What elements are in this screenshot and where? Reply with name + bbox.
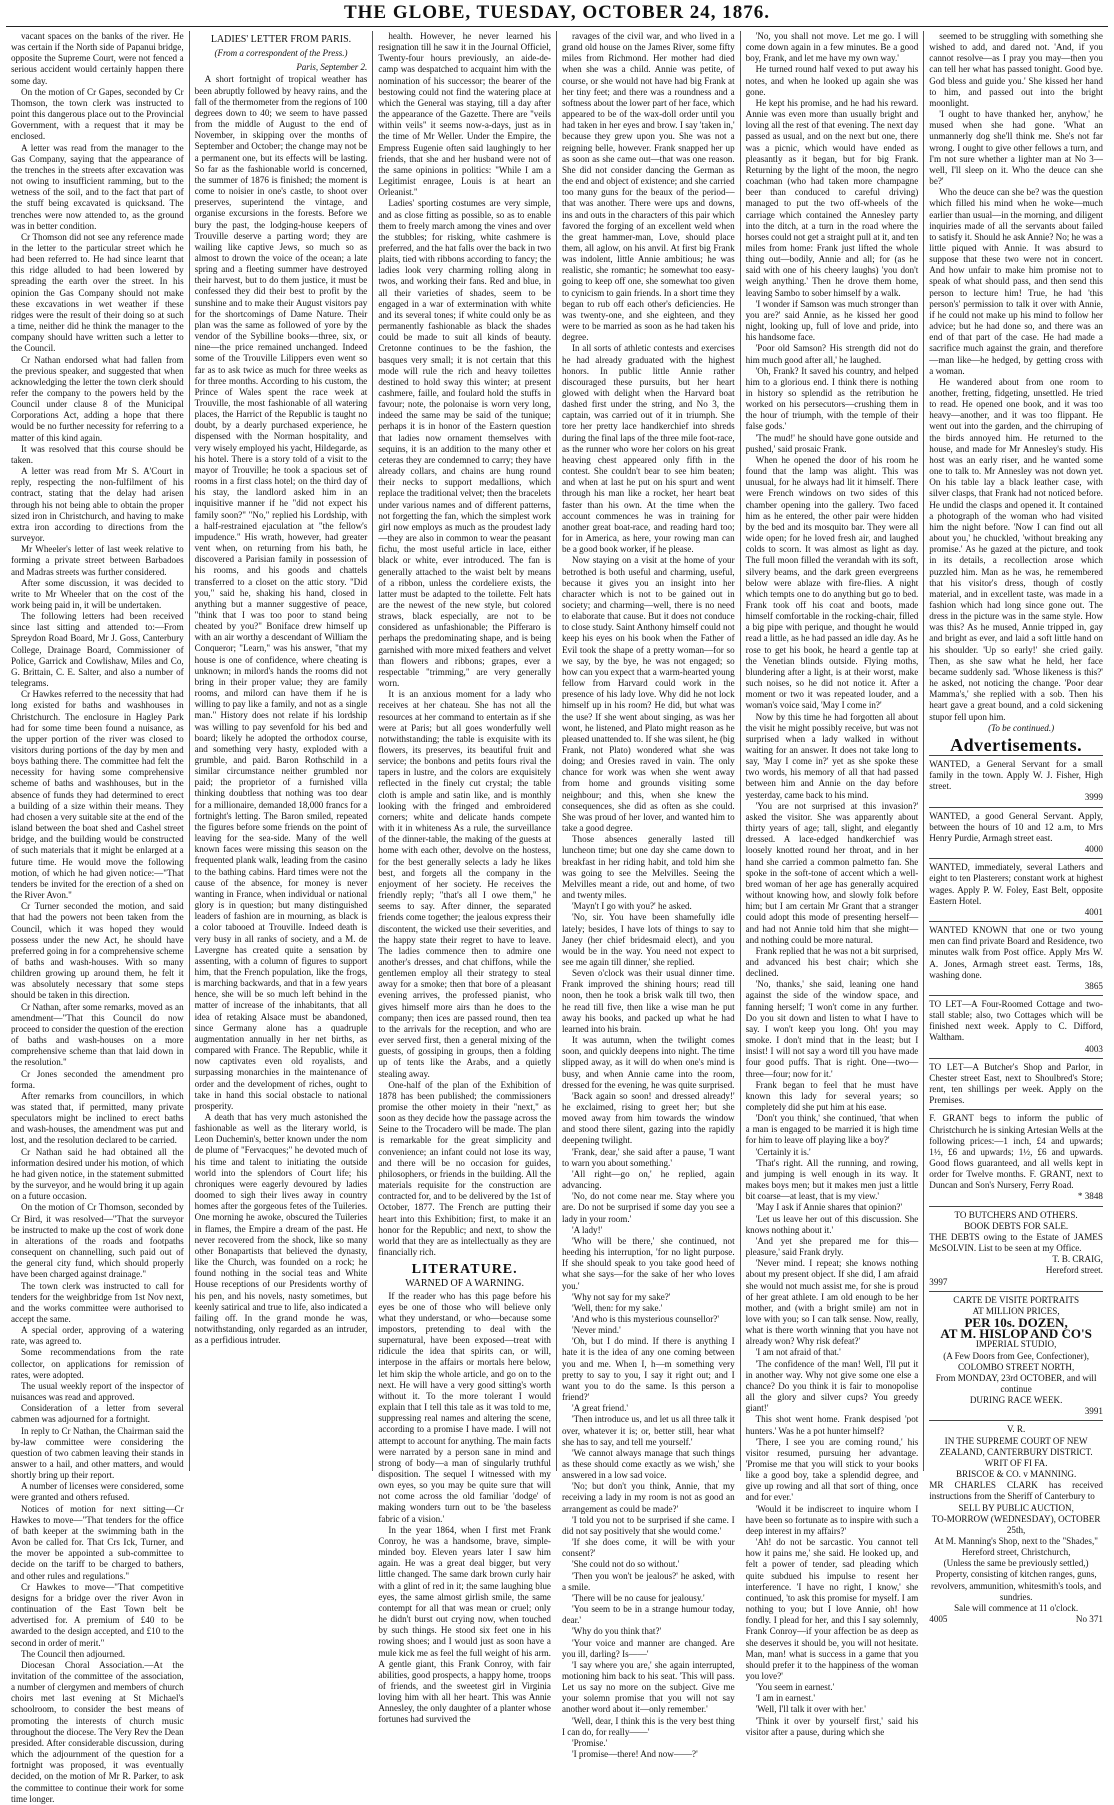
story-paragraph: 'No, sir. You have been shamefully idle lately; besides, I have lots of things to say to Janey (her chief bridesmaid elect), and you would be in the way. You need not expect to see me again till dinner,' she replied. xyxy=(561,912,735,967)
ladies-letter-paragraph: health. However, he never learned his resignation till he saw it in the Journal Officiel, Twenty-four hours previously, an aide-de-camp was despatched to acquaint him with the nomination of his successor; the bearer of the bestowing could not find the watering place at which the General was staying, till a day after the appearance of the Gazette. There are "veils within veils" it seems now-a-days, just as in the time of Mr Weller. Under the Empire, the Empress Eugenie often said laughingly to her friends, that she and her husband were not of the same opinions in politics: "While I am a Legitimist enragee, Louis is at heart an Orleanist." xyxy=(378,31,551,198)
ad-line: PER 10s. DOZEN, xyxy=(964,1315,1068,1331)
story-paragraph: 'May I ask if Annie shares that opinion?' xyxy=(755,1202,903,1213)
classified-ad xyxy=(929,1058,1103,1110)
story-paragraph: In the year 1864, when I first met Frank Conroy, he was a handsome, brave, simple-minded boy. Eleven years later I saw him again. He was a great deal bigger, but very little changed. The same dark brown curly hair with a glint of red in it; the same laughing blue eyes, the same almost girlish smile, the same contempt for all that was mean or cruel; only he didn't burst out crying now, when touched by such things. He stood six feet one in his rowing shoes; and I would just as soon have a mule kick me as feel the full weight of his arm. A gentle giant, this Frank Conroy, with fair abilities, good prospects, a happy home, troops of friends, and the sweetest girl in Virginia loving him with all her heart. This was Annie Annesley, the only daughter of a planter whose fortunes had survived the xyxy=(378,1524,551,1725)
article-paragraph: The following letters had been received since last sitting and attended to:—From Spreydon Road Board, Mr J. Goss, Canterbury College, Drainage Board, Commissioner of Police, Garrick and Cowlishaw, Miles and Co, G. Brittain, C. E. Salter, and also a number of telegrams. xyxy=(11,611,184,689)
story-paragraph: 'Don't you think,' she continued, 'that when a man is engaged to be married it is high time for him to leave off playing like a boy?' xyxy=(745,1113,919,1146)
story-paragraph: 'Why do you think that?' xyxy=(571,1626,662,1637)
ladies-letter-paragraph: It is an anxious moment for a lady who receives at her chateau. She has not all the resources at her command to entertain as if she were at Paris; but all goes wonderfully well notwithstanding; the table is exquisite with its flowers, its preserves, its beautiful fruit and service; the bonbons and petits fours rival the tapers in lustre, and the colors are exquisitely reflected in the finely cut crystal; the table cloth is ample and satin like, and is monthly looking with the fringed and embroidered corners; white and delicate hands compete with it in whiteness As a rule, the surveillance of the dinner-table, the making of the guests at home with each other, devolve on the hostess, for the best generally selects a lady he likes best, and forgets all the company in the enjoyment of her society. He receives the friendly reply; "that's all I owe them," he seems to say. After dinner, the separated friends come together; the jealous express their discontent, the wicked use their severities, and the happy state their regret to have to leave. The ladies commence then to admire one another's dresses, and chat chiffons, while the gentlemen employ all their strategy to steal away for a smoke; then that bore of a pleasant evening arrives, the professed pianist, who gives himself more airs than he does to the company; then ices are passed round, then tea to the arrivals for the reception, and who are ever served first, then a general mixing of the guests, of gossiping in groups, then a folding up of tents like the Arabs, and a quietly stealing away. xyxy=(378,689,551,1079)
story-paragraph: When he opened the door of his room he found that the lamp was alight. This was unusual, for he always had lit it himself. There were French windows on two sides of this chamber opening into the gallery. Two faced him as he entered, the other pair were hidden by the bed and its mosquito bar. They were all wide open; for he loved fresh air, and laughed colds to scorn. It was almost as light as day. The full moon filled the verandah with its soft, silvery beams, and the dark green evergreens below were ablaze with fire-flies. A night which tempts one to do anything but go to bed. Frank took off his coat and boots, made himself comfortable in the rocking-chair, filled a big pipe with perique, and thought he would read a little, as he had passed an idle day. As he rose to get his book, he heard a gentle tap at the Venetian blinds outside. Flying moths, blundering after a light, is at their worst, make such noises, so he did not notice it. After a moment or two it was repeated louder, and a woman's voice said, 'May I come in?' xyxy=(745,454,919,711)
story-paragraph: 'Would it be indiscreet to inquire whom I have been so fortunate as to inspire with such a deep interest in my affairs?' xyxy=(745,1503,919,1536)
story-paragraph: If the reader who has this page before his eyes be one of those who will believe only what they understand, or who—because some impostors, pretending to deal with the supernatural, have been exposed—treat with ridicule the idea that spirits can, or will, interpose in the affairs or mortals here below, let him skip the whole article, and go on to the next. He will have a very good sitting's worth without it. To the more tolerant I would explain that I tell this tale as it was told to me, suppressing real names and altering the scene, according to a promise I have made. I will not attempt to account for anything. The main facts were narrated by a person sane in mind and strong of body—a man of singularly truthful disposition. The sequel I witnessed with my own eyes, so you may be quite sure that will not come across the old familiar 'dodge' of making wonders turn out to be 'the baseless fabric of a vision.' xyxy=(378,1290,551,1524)
story-paragraph: 'Ah! do not be sarcastic. You cannot tell how it pains me,' she said. He looked up, and felt a power of tender, sad pleading which quite subdued his impulse to resent her interference. 'I have no right, I know,' she continued, 'to ask this promise for myself. I am nothing to you; but I love Annie, oh! how fondly. I plead for her, and this I say solemnly, Frank Conroy—if your affection be as deep as she deserves it should be, you will not hesitate. Man, man! what is success in a game that you should prefer it to the happiness of the woman you love?' xyxy=(745,1537,919,1681)
column-6 xyxy=(924,31,1108,1625)
ad-number: 3991 xyxy=(1084,1406,1103,1417)
royal-arms-line: V. R. xyxy=(1006,1424,1026,1435)
ad-body: F. GRANT begs to inform the public of Christchurch he is sinking Artesian Wells at the following prices:—1 inch, £4 and upwards; 1½, £6 and upwards; 1½, £6 and upwards. Good flows guaranteed, and all wells kept in order for Twelve months. F. GRANT, next to Duncan and Son's Nursery, Ferry Road. xyxy=(929,1113,1103,1191)
ad-body: WANTED, a General Servant for a small family in the town. Apply W. J. Fisher, High street. xyxy=(929,759,1103,792)
columns xyxy=(6,31,1108,1804)
story-paragraph: 'I promise—there! And now——?' xyxy=(571,1749,698,1760)
ad-supreme-court xyxy=(929,1420,1103,1628)
article-paragraph: On the motion of Cr Thomson, seconded by Cr Bird, it was resolved—"That the surveyor be instructed to make up the cost of work done in alterations of the roads and footpaths consequent on channelling, such paid out of the general city fund, which should properly have been charged against drainage." xyxy=(11,1202,184,1280)
article-paragraph: Consideration of a letter from several cabmen was adjourned for a fortnight. xyxy=(11,1403,184,1425)
ad-line: At M. Manning's Shop, next to the "Shades," Hereford street, Christchurch, xyxy=(934,1536,1098,1558)
ad-line: WRIT OF FI FA. xyxy=(984,1457,1048,1468)
classified-ad xyxy=(929,755,1103,807)
story-paragraph: Those absences generally lasted till luncheon time; but one day she came down to breakfast in her riding habit, and told him she was going to see the Melvilles. Seeing the Melvilles meant a ride, out and home, of two and twenty miles. xyxy=(561,834,735,901)
story-paragraph: 'I am not afraid of that.' xyxy=(755,1347,841,1358)
story-paragraph: 'Mayn't I go with you?' he asked. xyxy=(571,901,692,912)
ad-line: IN THE SUPREME COURT OF NEW ZEALAND, CANTERBURY DISTRICT. xyxy=(939,1435,1093,1457)
ad-number: 3997 xyxy=(929,1276,948,1287)
ad-line: AT MILLION PRICES, xyxy=(972,1305,1060,1316)
article-paragraph: A special order, approving of a watering rate, was agreed to. xyxy=(11,1325,184,1347)
ad-body: MR CHARLES CLARK has received instructions from the Sheriff of Canterbury to xyxy=(929,1480,1103,1502)
article-paragraph: Cr Nathan, after some remarks, moved as an amendment—"That this Council do now proceed to consider the question of the erection of baths and wash-houses on a more comprehensive scheme than that laid down in the resolution." xyxy=(11,1001,184,1068)
classified-ad xyxy=(929,995,1103,1058)
ad-line: TO BUTCHERS AND OTHERS. xyxy=(954,1209,1078,1220)
article-paragraph: Cr Turner seconded the motion, and said that had the powers not been taken from the Council, which it was hoped they would possess under the new Act, he should have preferred going in for a comprehensive scheme of baths and wash-houses. With so many children growing up around them, he felt it was absolutely necessary that some steps should be taken in this direction. xyxy=(11,901,184,1001)
story-paragraph: 'There, I see you are coming round,' his visitor resumed, pursuing her advantage. 'Promise me that you will stick to your books like a good boy, take a splendid degree, and give up rowing and all that sort of thing, once and for ever.' xyxy=(745,1436,919,1503)
ad-body: TO LET—A Four-Roomed Cottage and two-stall stable; also, two Cottages which will be finished next week. Apply to C. Difford, Waltham. xyxy=(929,998,1103,1043)
ad-body: WANTED, a good General Servant. Apply, between the hours of 10 and 12 a.m, to Mrs Henry Purdie, Armagh street east. xyxy=(929,810,1103,843)
story-paragraph: 'Think it over by yourself first,' said his visitor after a pause, during which she xyxy=(745,1715,919,1737)
story-paragraph: 'We cannot always manage that such things as these should come exactly as we wish,' she answered in a low sad voice. xyxy=(561,1447,735,1481)
ad-hislop xyxy=(929,1291,1103,1421)
ad-body: THE DEBTS owing to the Estate of JAMES McSOLVIN. List to be seen at my Office. xyxy=(929,1231,1103,1254)
article-paragraph: Cr Nathan endorsed what had fallen from the previous speaker, and suggested that when acknowledging the letter the town clerk should refer the company to the powers held by the Council under clause 8 of the Municipal Corporations Act, adding a hope that there would be no further necessity for referring to a matter of this kind again. xyxy=(11,354,184,443)
classified-ad xyxy=(929,807,1103,859)
story-paragraph: 'Then you won't be jealous?' he asked, with a smile. xyxy=(561,1570,735,1592)
ladies-letter-paragraph: A death that has very much astonished the fashionable as well as the literary world, is Leon Duchemin's, better known under the nom de plume of "Fervacques;" he devoted much of his time and talent to initiating the outside world into the splendors of Court life; his chroniques were eagerly devoured by ladies doomed to sigh their lives away in country homes after the gorgeous fetes of the Tuileries. One morning he awoke, obscured the Tuileries in flames, the Empire a dream of the past. He never recovered from the shock, like so many other Bonapartists that believed the dynasty, like the Church, was founded on a rock; he found nothing in the social teas and White House receptions of our Presidents worthy of his pen, and his novels, nasty sometimes, but keenly satirical and true to life, also indicated a failing off. In the grand monde he was, notwithstanding, only regarded as an intruder, as a perfidious intruder. xyxy=(194,1112,368,1346)
story-paragraph: 'No, do not come near me. Stay where you are. Do not be surprised if some day you see a lady in your room.' xyxy=(561,1191,735,1224)
ad-line: (Unless the same be previously settled,) Property, consisting of kitchen ranges, guns, revolvers, ammunition, whitesmith's tools, and sundries. xyxy=(931,1558,1102,1602)
advertisements-heading: Advertisements. xyxy=(950,734,1083,755)
ad-line: BRISCOE & CO. v MANNING. xyxy=(955,1469,1077,1480)
story-paragraph: Now by this time he had forgotten all about the visit he might possibly receive, but was not surprised when a lady walked in without waiting for an answer. It does not take long to say, 'May I come in?' yet as she spoke these two words, his memory of all that had passed between him and Annie on the day before yesterday, came back to his mind. xyxy=(745,711,919,800)
story-paragraph: In all sorts of athletic contests and exercises he had already graduated with the highest honors. In public little Annie rather discouraged these pursuits, but her heart glowed with delight when the Harvard boat dashed first under the string, and No 3, the captain, was carried out of it in triumph. She tore her pretty lace handkerchief into shreds during the final laps of the three mile foot-race, as the runner who wore her colors on his great heaving chest appeared only fifth in the contest. She couldn't bear to see him beaten; and when at last he put on his spurt and went through his man like a rocket, her heart beat faster than his own. At the time when the account commences he was in training for another great boat-race, and reading hard too; for in America, as here, your rowing man can be a good book worker, if he please. xyxy=(561,343,735,555)
ad-number-row xyxy=(929,1614,1103,1625)
column-5 xyxy=(741,31,925,1737)
to-be-continued: (To be continued.) xyxy=(988,722,1055,733)
ad-line: TO-MORROW (WEDNESDAY), OCTOBER 25th, xyxy=(931,1513,1101,1535)
article-paragraph: On the motion of Cr Gapes, seconded by Cr Thomson, the town clerk was instructed to point this dangerous place out to the Provincial Government, with a request that it may be enclosed. xyxy=(11,86,184,142)
story-paragraph: Frank began to feel that he must have known this lady for several years; so completely did she put him at his ease. xyxy=(745,1079,919,1112)
story-paragraph: 'Promise.' xyxy=(571,1737,608,1748)
ad-signer: T. B. CRAIG, xyxy=(1052,1254,1103,1265)
story-paragraph: Seven o'clock was their usual dinner time. Frank improved the shining hours; read till noon, then he took a brisk walk till two, then he read till five, then like a wise man he put away his books, and packed up what he had learned into his brain. xyxy=(561,968,735,1034)
ad-line: CARTE DE VISITE PORTRAITS xyxy=(953,1294,1080,1305)
story-paragraph: 'A lady!' xyxy=(571,1224,603,1235)
ad-line: AT M. HISLOP AND CO'S xyxy=(940,1326,1092,1342)
story-paragraph: 'You are not surprised at this invasion?' asked the visitor. She was apparently about thirty years of age; tall, slight, and elegantly dressed. A lace-edged handkerchief was loosely knotted round her throat, and in her hand she carried a common palmetto fan. She spoke in the soft-tone of accent which a well-bred woman of her age has generally acquired without knowing how, and slowly folk before him; but I am certain Mr Grant that a stranger could adopt this mode of presenting herself—and had not Annie told him that she might—and nothing could be more natural. xyxy=(745,800,919,945)
classified-ad xyxy=(929,1109,1103,1205)
article-paragraph: After some discussion, it was decided to write to Mr Wheeler that on the cost of the work being paid in, it will be undertaken. xyxy=(11,577,184,610)
ladies-letter-heading: LADIES' LETTER FROM PARIS. xyxy=(210,34,352,45)
article-paragraph: Some recommendations from the rate collector, on applications for remission of rates, were adopted. xyxy=(11,1347,184,1380)
ad-line: IMPERIAL STUDIO, xyxy=(975,1339,1057,1350)
article-paragraph: vacant spaces on the banks of the river. He was certain if the North side of Papanui bridge, opposite the Supreme Court, were not fenced a serious accident would certainly happen there some day. xyxy=(11,31,184,86)
story-paragraph: 'I am in earnest.' xyxy=(755,1693,815,1704)
article-paragraph: Cr Hawkes referred to the necessity that had long existed for baths and washhouses in Christchurch. The enclosure in Hagley Park had for some time been found a nuisance, as the upper portion of the river was closed to visitors during portions of the day by men and boys bathing there. The committee had felt the necessity for having some comprehensive scheme of baths and washhouses, but in the absence of funds they had determined to erect a building of a size within their means. They had chosen a very suitable site at the end of the island between the boat shed and Cashel street bridge, and the building would be constructed of such materials that it might be enlarged at a future time. He would move the following motion, of which he had given notice:—"That tenders be invited for the erection of a shed on the River Avon." xyxy=(11,689,184,901)
ad-number: 3865 xyxy=(1084,980,1103,991)
story-paragraph: 'I told you not to be surprised if she came. I did not say positively that she would come.' xyxy=(561,1514,735,1536)
ad-number: 4003 xyxy=(1084,1043,1103,1054)
story-paragraph: He wandered about from one room to another, fretting, fidgeting, unsettled. He tried to read. He opened one book, and it was too heavy—another, and it was too flippant. He went out into the garden, and the chirruping of the birds annoyed him. He returned to the house, and made for Mr Annesley's study. His host was an early riser, and he wanted some one to talk to. Mr Annesley was not down yet. On his table lay a black leather case, with silver clasps, that Frank had not noticed before. He undid the clasps and opened it. It contained a photograph of the woman who had visited him the night before. 'Now I can find out all about you,' he chuckled, 'without breaking any promise.' As he gazed at the picture, and took in its details, a recollection arose which puzzled him. Man as he was, he remembered that his visitor's dress, though of costly material, and in excellent taste, was made in a fashion which had long since gone out. The dress in the picture was in the same style. How was this? As he mused, Annie tripped in, gay and bright as ever, and laid a soft little hand on his shoulder. 'Up so early!' she cried gaily. Then, as she saw what he held, her face became suddenly sad. 'Whose likeness is this?' he asked, not noticing the change. 'Poor dear Mamma's,' she replied with a sob. Then his heart gave a great bound, and a cold sickening stupor fell upon him. xyxy=(929,376,1103,722)
ad-body: WANTED, immediately, several Lathers and eight to ten Plasterers; constant work at highest wages. Apply P. W. Foley, East Belt, opposite Eastern Hotel. xyxy=(929,862,1103,906)
story-paragraph: He turned round half vexed to put away his notes, and when he looked up again she was gone. xyxy=(745,64,919,97)
article-paragraph: A number of licenses were considered, some were granted and others refused. xyxy=(11,1481,184,1503)
story-paragraph: 'Let us leave her out of this discussion. She knows nothing about it.' xyxy=(745,1213,919,1235)
story-paragraph: 'You seem to be in a strange humour today, dear.' xyxy=(561,1604,735,1626)
article-paragraph: The Council then adjourned. xyxy=(21,1648,126,1659)
story-paragraph: This shot went home. Frank despised 'pot hunters.' Was he a pot hunter himself? xyxy=(745,1414,919,1436)
literature-subheading: WARNED OF A WARNING. xyxy=(405,1278,524,1290)
ad-number: 4005 xyxy=(929,1614,948,1625)
ladies-letter-subheading: (From a correspondent of the Press.) xyxy=(214,48,348,59)
story-paragraph: 'The mud!' he should have gone outside and pushed,' said prosaic Frank. xyxy=(745,432,919,454)
masthead-rule xyxy=(6,26,1108,27)
story-paragraph: 'All right—go on,' he replied, again advancing. xyxy=(561,1168,735,1191)
ad-address: Hereford street. xyxy=(1045,1265,1103,1276)
ladies-letter-paragraph: One-half of the plan of the Exhibition of 1878 has been published; the commissioners promise the other moiety in their "next," as soon as they decide how the passage across the Seine to the Trocadero will be made. The plan is remarkable for the great simplicity and convenience; an infant could not lose its way, and there will be no occasion for guides, philosophers, or friends in the building. All the materials requisite for the construction are contracted for, and to be delivered by the 1st of October, 1877. The French are putting their heart into this Exhibition; first, to make it an honor for the Republic; and next, to show the world that they are as intellectually as they are financially rich. xyxy=(378,1079,551,1258)
article-paragraph: The town clerk was instructed to call for tenders for the weighbridge from 1st Nov next, and the works committee were authorised to accept the same. xyxy=(11,1280,184,1324)
article-paragraph: Notices of motion for next sitting—Cr Hawkes to move—"That tenders for the office of bath keeper at the swimming bath in the Avon be called for. That Crs Ick, Turner, and the mover be appointed a sub-committee to decide on the tariff to be charged to bathers, and other rules and regulations." xyxy=(11,1503,184,1581)
column-3 xyxy=(373,31,557,1725)
article-paragraph: In reply to Cr Nathan, the Chairman said the by-law committee were considering the question of two cabmen leaving their stands in answer to a hail, and other matters, and would shortly bring up their report. xyxy=(11,1425,184,1481)
story-paragraph: 'Well, I'll talk it over with her.' xyxy=(755,1704,866,1715)
literature-heading: LITERATURE. xyxy=(411,1262,518,1278)
story-paragraph: Who the deuce can she be? was the question which filled his mind when he woke—much earlier than usual—in the morning, and diligent inquiries made of all the servants about failed to satisfy it. Should he ask Annie? No; he was a little piqued with Annie. It was absurd to suppose that these two were not in concert. And how unfair to make him promise not to speak of what should pass, and then send this person to lecture him! True, he had 'this person's' permission to talk it over with Annie, if he could not make up his mind to follow her advice; but he had done so, and there was an end of that part of the case. He had made a sacrifice much against the grain, and therefore—man like—he hedged, by getting cross with a woman. xyxy=(929,187,1103,376)
article-paragraph: Cr Jones seconded the amendment pro forma. xyxy=(11,1068,184,1090)
story-paragraph: Now staying on a visit at the home of your betrothed is both useful and charming, useful, because it gives you an insight into her character which is not to be gained out in society; and charming—well, there is no need to elaborate that cause. But it does not conduce to close study. Saint Anthony himself could not keep his eyes on his book when the Father of Evil took the shape of a pretty woman—for so we say, by the bye, he was not engaged; so how can you expect that a warm-hearted young fellow from Harvard could work in the presence of his lady love. Why did he not lock himself up in his room? He did, but what was the use? If she went about singing, as was her wont, he listened, and Plato might reason as he pleased unattended to. If she was silent, he (big Frank, not Plato) wondered what she was doing; and Oresies raved in vain. The only chance for work was when she went away from home and grounds visiting some neighbour; and this, when she knew the consequences, she did as often as she could. She was proud of her lover, and wanted him to take a good degree. xyxy=(561,555,735,834)
story-paragraph: 'No, you shall not move. Let me go. I will come down again in a few minutes. Be a good boy, Frank, and let me have my own way.' xyxy=(745,31,919,64)
story-paragraph: 'You seem in earnest.' xyxy=(755,1682,835,1693)
story-paragraph: 'Well, dear, I think this is the very best thing I can do, for really——' xyxy=(561,1715,735,1737)
article-paragraph: Mr Wheeler's letter of last week relative to forming a private street between Barbadoes and Madras streets was further considered. xyxy=(11,544,184,577)
story-paragraph: 'And who is this mysterious counsellor?' xyxy=(571,1313,719,1324)
story-paragraph: 'A great friend.' xyxy=(571,1403,629,1414)
article-paragraph: The usual weekly report of the inspector of nuisances was read and approved. xyxy=(11,1380,184,1403)
ladies-letter-dateline: Paris, September 2. xyxy=(296,62,368,73)
story-paragraph: 'She could not do so without.' xyxy=(571,1559,680,1570)
ladies-letter-paragraph: A short fortnight of tropical weather has been abruptly followed by heavy rains, and the fall of the thermometer from the regions of 100 degrees down to 40; we seem to have passed from the middle of August to the end of November, in skipping over the months of September and October; the change may not be a permanent one, but its effects will be lasting. So far as the fashionable world is concerned, the summer of 1876 is finished; the moment is come to noisier in one's castle, to shoot over preserves, superintend the vintage, and organise excursions in the forests. Before we bury the past, the lodging-house keepers of Trouville deserve a parting word; they are wailing like captive Jews, so much so as almost to drown the voice of the ocean; a late spring and a fleeting summer have destroyed their harvest, but to do them justice, it must be confessed they did their best to profit by the sunshine and to make their August visitors pay for the shortcomings of Dame Nature. Their plan was the same as followed of yore by the vendor of the Sybilline books—three, six, or nine—the price remained unchanged. Indeed some of the Trouville Lilippers even went so far as to ask twice as much for three weeks as for three months. According to his custom, the Prince of Wales spent the race week at Trouville, the most fashionable of all watering places, the Harrict of the Republic is taught no doubt, by a dearly purchased experience, he dispensed with the Norman hospitality, and very wisely employed his yacht, Hildegarde, as his hotel. There is a story told of a visit to the mayor of Trouville; he took a spacious set of rooms in a first class hotel; on the third day of his stay, the landlord asked him in an inquisitive manner if he "did not expect his family soon?" "No," replied his Lordship, with a half-restrained ejaculation at "the fellow's impudence." His wrath, however, had greater vent when, on returning from his bath, he discovered a Parisian family in possession of his rooms, and his goods and chattels transferred to a closet on the attic story. "Did you," said he, shaking his hand, closed in anything but a manner suggestive of peace, "think that I was too poor to stand being cheated by you?" Boniface drew himself up with an air worthy a descendant of William the Conqueror; "Learn," was his answer, "that my house is one of confidence, where cheating is unknown; in milord's hands the rooms did not bring in their proper value; they are family rooms, and milord can have them if he is willing to pay like a family, and not as a single man." History does not relate if his lordship was willing to pay sevenfold for his bed and board; likely he adopted the orthodox course, and something very hasty, exploded with a grumble, and paid. Baron Rothschild in a similar circumstance neither grumbled nor paid; the proprietor of a furnished villa thinking doubtless that nothing was too dear for a millionaire, demanded 18,000 francs for a fortnight's letting. The Baron smiled, repeated the figures before some friends on the point of leaving for the sea-side. Many of the well known faces were missing this season on the frequented plank walk, leading from the casino to the bathing cabins. Hard times were not the cause of the absence, for money is never wanting in France, when individual or national glory is in question; but many distinguished leaders of fashion are in mourning, as black is a color tabooed at Trouville. Indeed death is very busy in all ranks of society, and a M. de Lavergne has created quite a sensation by assenting, with a column of figures to support him, that the French population, like the frogs, is marching backwards, and that in a few years hence, she will be so much left behind in the matter of increase of the inhabitants, that all idea of retaking Alsace must be abandoned, since Germany alone has a quadruple augmentation annually in her net births, as compared with France. The Republic, while it now captivates even old royalists, and surpassing monarchies in the maintenance of order and the development of riches, ought to take in hand this social obstacle to national prosperity. xyxy=(194,74,368,1111)
story-paragraph: 'Poor old Samson? His strength did not do him much good after all,' he laughed. xyxy=(745,343,919,365)
story-paragraph: 'There will be no cause for jealousy.' xyxy=(571,1592,705,1603)
ad-number: 3999 xyxy=(1084,792,1103,803)
story-paragraph: He kept his promise, and he had his reward. Annie was even more than usually bright and loving all the rest of that evening. The next day passed as usual, and on the next but one, there was a picnic, which would have ended as pleasantly as it began, but for big Frank. Returning by the light of the moon, the negro coachman (who had taken more champagne beer than conduced to careful driving) managed to put the two off-wheels of the carriage which contained the Annesley party into the ditch, at a turn in the road where the horses could not get a straight pull at it, and ten miles from home: Frank just lifted the whole thing out—bodily, Annie and all; for (as he said with one of his cheery laughs) 'you don't weigh anything.' Then he drove them home, leaving Sambo to sober himself by a walk. xyxy=(745,97,919,298)
ad-body: TO LET—A Butcher's Shop and Parlor, in Chester street East, next to Shoulbred's Store; rent, ten shillings per week. Apply on the Premises. xyxy=(929,1061,1103,1106)
story-paragraph: 'If she does come, it will be with your consent?' xyxy=(561,1537,735,1559)
ad-line: From MONDAY, 23rd OCTOBER, and will continue xyxy=(935,1372,1097,1394)
article-paragraph: After remarks from councillors, in which was stated that, if permitted, many private speculators might be inclined to erect baths and wash-houses, the amendment was put and lost, and the resolution declared to be carried. xyxy=(11,1090,184,1146)
story-paragraph: It was autumn, when the twilight comes soon, and quickly deepens into night. The time slipped away, as it will do when one's mind is busy, and when Annie came into the room, dressed for the evening, he was quite surprised. xyxy=(561,1035,735,1090)
column-4 xyxy=(557,31,741,1760)
ad-number: * 3848 xyxy=(1077,1191,1103,1202)
article-paragraph: Cr Nathan said he had obtained all the information desired under his motion, of which he had given notice, in the statement submitted by the surveyor, and he would bring it up again on a future occasion. xyxy=(11,1146,184,1202)
ad-line: COLOMBO STREET NORTH, xyxy=(957,1361,1075,1372)
story-paragraph: Frank replied that he was not a bit surprised, and advanced his best chair; which she declined. xyxy=(745,945,919,979)
story-paragraph: ravages of the civil war, and who lived in a grand old house on the James River, some fifty miles from Richmond. Her mother had died when she was a child. Annie was petite, of course, or she would not have had big Frank at her tiny feet; and there was a roundness and a softness about the lower part of her face, which appeared to be of the wax-doll order until you had taken in her eyes and brow. I say 'taken in,' because they grew upon you. She was not a reigning belle, however. Frank snapped her up as soon as she came out—that was one reason. She did not consider dancing the German as the end and object of existence; and she carried too many guns for the beaux of the period—that was another. There were ups and downs, ins and outs in the characters of this pair which favored the forging of an excellent weld when the great hammer-man, Love, should place them, all aglow, on his anvil. At first big Frank was indolent, little Annie ambitious; he was realistic, she romantic; he somewhat too easy-going to keep off one, she somewhat too given to cynicism to gain friends. In a short time they began to rub off each other's deficiencies. He was twenty-one, and she eighteen, and they were to be married as soon as he had taken his degree. xyxy=(561,31,735,343)
story-paragraph: 'Oh, Frank? It saved his country, and helped him to a glorious end. I think there is nothing in history so splendid as the retribution he worked on his persecutors—crushing them in the hour of triumph, with the temple of their false gods.' xyxy=(745,365,919,432)
ad-line: (A Few Doors from Gee, Confectioner), xyxy=(943,1350,1089,1361)
column-1 xyxy=(6,31,190,1804)
story-paragraph: 'Well, then: for my sake.' xyxy=(571,1302,663,1313)
article-paragraph: It was resolved that this course should be taken. xyxy=(11,443,184,465)
ad-book-debts xyxy=(929,1206,1103,1291)
ad-number: 4000 xyxy=(1084,844,1103,855)
ladies-letter-paragraph: Ladies' sporting costumes are very simple, and as close fitting as possible, so as to enable them to freely march among the vines and over the stubbles; for risking, white cashmere is preferred, and the hat falls over the back in two plaits, tied with ribbons according to fancy; the ladies look very charming rolling along in twos, and working their fans. Red and blue, in all their varieties of shades, seem to be engaged in a war of extermination with white and its several tones; if white could only be as permanently fashionable as black the shades could be made to suit all kinds of beauty. Cretonne continues to be the fashion, the basques very small; it is not certain that this mode will rule the rich and heavy toilettes destined to hold sway this winter; at present cashmere, faille, and foulard hold the stuffs in favour; note, the polonaise is worn very long, indeed the same may be said of the tunique; perhaps it is in honor of the Eastern question that ladies now ornament themselves with sequins, it is an addition to the many other et ceteras they are condemned to carry; they have already collars, and chains are hung round their necks to support medallions, which replace the traditional velvet; then the bracelets under various names and of different patterns, not forgetting the fan, which the simplest work girl now employs as much as the proudest lady—they are also in common to wear the peasant fichu, the most useful article in lace, either black or white, ever introduced. The fan is generally attached to the waist belt by means of a ribbon, unless the cordeliere exists, the latter must be adapted to the toilette. Felt hats are the newest of the new style, but colored straws, black especially, are not to be considered as unfashionable; the Pifferaro is perhaps the predominating shape, and is being garnished with more mixed feathers and velvet than flowers and ribbons; grapes, ever a respectable "trimming," are very generally worn. xyxy=(378,198,551,689)
story-paragraph: 'I wonder if Samson was much stronger than you are?' said Annie, as he kissed her good night, looking up, full of love and pride, into his handsome face. xyxy=(745,298,919,343)
article-paragraph: A letter was read from the manager to the Gas Company, saying that the appearance of the trenches in the streets after excavation was not owing to insufficient ramming, but to the wetness of the soil, and to the fact that part of the stuff being excavated is quicksand. The trenches were now attended to, as the ground was in better condition. xyxy=(11,142,184,231)
ad-number: 4001 xyxy=(1084,906,1103,917)
story-paragraph: 'Frank, dear,' she said after a pause, 'I want to warn you about something.' xyxy=(561,1146,735,1168)
story-paragraph: 'Your voice and manner are changed. Are you ill, darling? Is——' xyxy=(561,1637,735,1659)
story-paragraph: 'Why not say for my sake?' xyxy=(571,1291,671,1302)
article-paragraph: Cr Hawkes to move—"That competitive designs for a bridge over the river Avon in continuation of the East Town belt be advertised for. A premium of £40 to be awarded to the design accepted, and £10 to the second in order of merit." xyxy=(11,1581,184,1648)
ad-line: SELL BY PUBLIC AUCTION, xyxy=(958,1502,1074,1513)
ad-number: No 371 xyxy=(1075,1614,1103,1625)
classified-ad xyxy=(929,858,1103,921)
article-paragraph: A letter was read from Mr S. A'Court in reply, respecting the non-fulfilment of his contract, stating that the delay had arisen through his not being able to obtain the proper sized iron in Christchurch, and having to make extra iron according to directions from the surveyor. xyxy=(11,466,184,544)
ad-line: DURING RACE WEEK. xyxy=(969,1395,1063,1406)
ad-body: WANTED KNOWN that one or two young men can find private Board and Residence, two minutes walk from Post office. Apply Mrs W. A. Jones, Armagh street east. Terms, 18s, washing done. xyxy=(929,925,1103,980)
ad-line: Sale will commence at 11 o'clock. xyxy=(954,1602,1079,1613)
column-2 xyxy=(190,31,374,1471)
story-paragraph: 'I ought to have thanked her, anyhow,' he mused when she had gone. 'What an unmannerly dog she'll think me. She's not far wrong. I ought to give other fellows a turn, and I'm not sure whether a lighter man at No 3—well, I'll sleep on it. Who the deuce can she be?' xyxy=(929,109,1103,187)
story-paragraph: 'No, thanks,' she said, leaning one hand against the side of the window space, and fanning herself; 'I won't come in any further. Do you sit down and listen to what I have to say. I won't keep you long. Oh! you may smoke. I don't mind that in the least; but I insist! I will not say a word till you have made four good puffs. That is right. One—two—three—four; now for it.' xyxy=(745,979,919,1079)
masthead xyxy=(0,0,1114,26)
story-paragraph: 'That's right. All the running, and rowing, and jumping is well enough in its way. It makes boys men; but it makes men just a little bit coarse—at least, that is my view.' xyxy=(745,1157,919,1202)
story-paragraph: 'No; but don't you think, Annie, that my receiving a lady in my room is not as good an arrangement as could be made?' xyxy=(561,1481,735,1514)
story-paragraph: 'Never mind.' xyxy=(571,1325,621,1336)
story-paragraph: 'The confidence of the man! Well, I'll put it in another way. Why not give some one else a chance? Do you think it is fair to monopolise all the glory and silver cups? You greedy giant!' xyxy=(745,1358,919,1414)
article-paragraph: Cr Thomson did not see any reference made in the letter to the particular street which he had been referred to. He had since learnt that this ridge alluded to had been lowered by spreading the earth over the street. In his opinion the Gas Company should not make these excavations in wet weather if these ridges were the result of their doing so at such a time, neither did he think the manager to the company should have written such a letter to the Council. xyxy=(11,231,184,354)
newspaper-title: THE GLOBE, TUESDAY, OCTOBER 24, 1876. xyxy=(343,2,771,23)
story-paragraph: 'Never mind. I repeat; she knows nothing about my present object. If she did, I am afraid she would not much assist me, for she is proud of her great athlete. I am old enough to be her mother, and (with a bright smile) am not in love with you; so I can talk sense. Now, really, what is there worth winning that you have not already won? Why risk defeat?' xyxy=(745,1258,919,1347)
story-paragraph: 'Who will be there,' she continued, not heeding his interruption, 'for no light purpose. If she should speak to you take good heed of what she says—for the sake of her who loves you.' xyxy=(561,1235,735,1291)
story-paragraph: 'Oh, but I do mind. If there is anything I hate it is the idea of any one coming between you and me. When I, h—m something very pretty to say to you, I say it right out; and I want you to do the same. Is this person a friend?' xyxy=(561,1336,735,1403)
article-paragraph: Diocesan Choral Association.—At the invitation of the committee of the association, a number of clergymen and members of church choirs met last evening at St Michael's schoolroom, to consider the best means of promoting the interests of church music throughout the diocese. The Very Rev the Dean presided. After considerable discussion, during which the adjournment of the question for a fortnight was proposed, it was eventually decided, on the motion of Mr R. Parker, to ask the committee to continue their work for some time longer. xyxy=(11,1659,184,1804)
story-paragraph: 'Certainly it is.' xyxy=(755,1146,811,1157)
ad-line: BOOK DEBTS FOR SALE. xyxy=(964,1220,1069,1231)
story-paragraph: 'Back again so soon! and dressed already!' he exclaimed, rising to greet her; but she moved away from him towards the window and stood there silent, gazing into the rapidly deepening twilight. xyxy=(561,1090,735,1146)
story-paragraph: 'Then introduce us, and let us all three talk it over, whatever it is; or, better still, hear what she has to say, and tell me yourself.' xyxy=(561,1414,735,1447)
classified-ad xyxy=(929,921,1103,995)
story-paragraph: 'I say where you are,' she again interrupted, motioning him back to his seat. 'This will pass. Let us say no more on the subject. Give me your solemn promise that you will not say another word about it—only remember.' xyxy=(561,1659,735,1715)
story-paragraph: 'And yet she prepared me for this—pleasure,' said Frank dryly. xyxy=(745,1235,919,1258)
story-paragraph: seemed to be struggling with something she wished to add, and dared not. 'And, if you cannot resolve—as I pray you may—then you can tell her what has passed tonight. Good bye. God bless and guide you.' She kissed her hand to him, and passed out into the bright moonlight. xyxy=(929,31,1103,108)
